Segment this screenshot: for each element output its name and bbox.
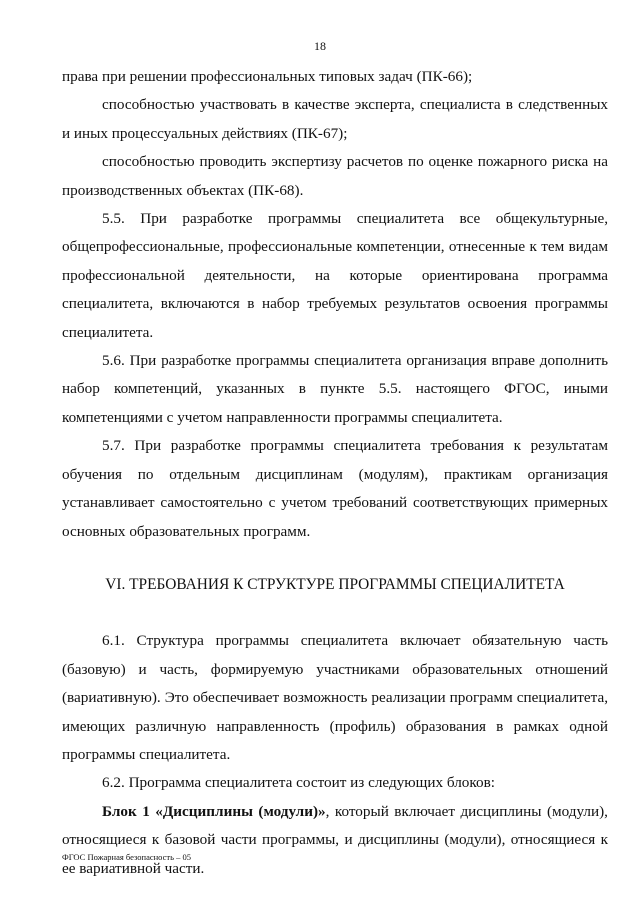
paragraph-5-6: 5.6. При разработке программы специалитета организация вправе дополнить набор компетенций, указанных в пункте 5.5. настоящего ФГОС, иными компетенциями с учетом направленности программы специалитета.	[62, 352, 608, 426]
block-1-title: Блок 1 «Дисциплины (модули)»	[102, 802, 326, 820]
paragraph-pk66: права при решении профессиональных типовых задач (ПК-66);	[62, 68, 473, 85]
paragraph-pk68: способностью проводить экспертизу расчетов по оценке пожарного риска на производственных объектах (ПК-68).	[62, 153, 608, 199]
paragraph-6-1: 6.1. Структура программы специалитета включает обязательную часть (базовую) и часть, формируемую участниками образовательных отношений (вариативную). Это обеспечивает возможность реализации программ специалитета, имеющих различную направленность (профиль) образования в рамках одной программы специалитета.	[62, 632, 608, 763]
section-heading: VI. ТРЕБОВАНИЯ К СТРУКТУРЕ ПРОГРАММЫ СПЕЦИАЛИТЕТА	[105, 575, 565, 593]
paragraph-5-7: 5.7. При разработке программы специалитета требования к результатам обучения по отдельным дисциплинам (модулям), практикам организация устанавливает самостоятельно с учетом требований соответствующих примерных основных образовательных программ.	[62, 437, 608, 540]
page-number: 18	[314, 39, 326, 53]
paragraph-pk67: способностью участвовать в качестве эксперта, специалиста в следственных и иных процессуальных действиях (ПК-67);	[62, 96, 608, 142]
document-body	[62, 63, 608, 883]
paragraph-6-2: 6.2. Программа специалитета состоит из следующих блоков:	[102, 774, 495, 792]
footer-note: ФГОС Пожарная безопасность – 05	[62, 852, 191, 862]
paragraph-5-5: 5.5. При разработке программы специалитета все общекультурные, общепрофессиональные, профессиональные компетенции, отнесенные к тем видам профессиональной деятельности, на которые ориентирована программа специалитета, включаются в набор требуемых результатов освоения программы специалитета.	[62, 210, 608, 341]
paragraph-block-1	[62, 798, 608, 883]
block-1-description: , который включает дисциплины (модули), относящиеся к базовой части программы, и дисциплины (модули), относящиеся к ее вариативной части.	[62, 802, 608, 877]
